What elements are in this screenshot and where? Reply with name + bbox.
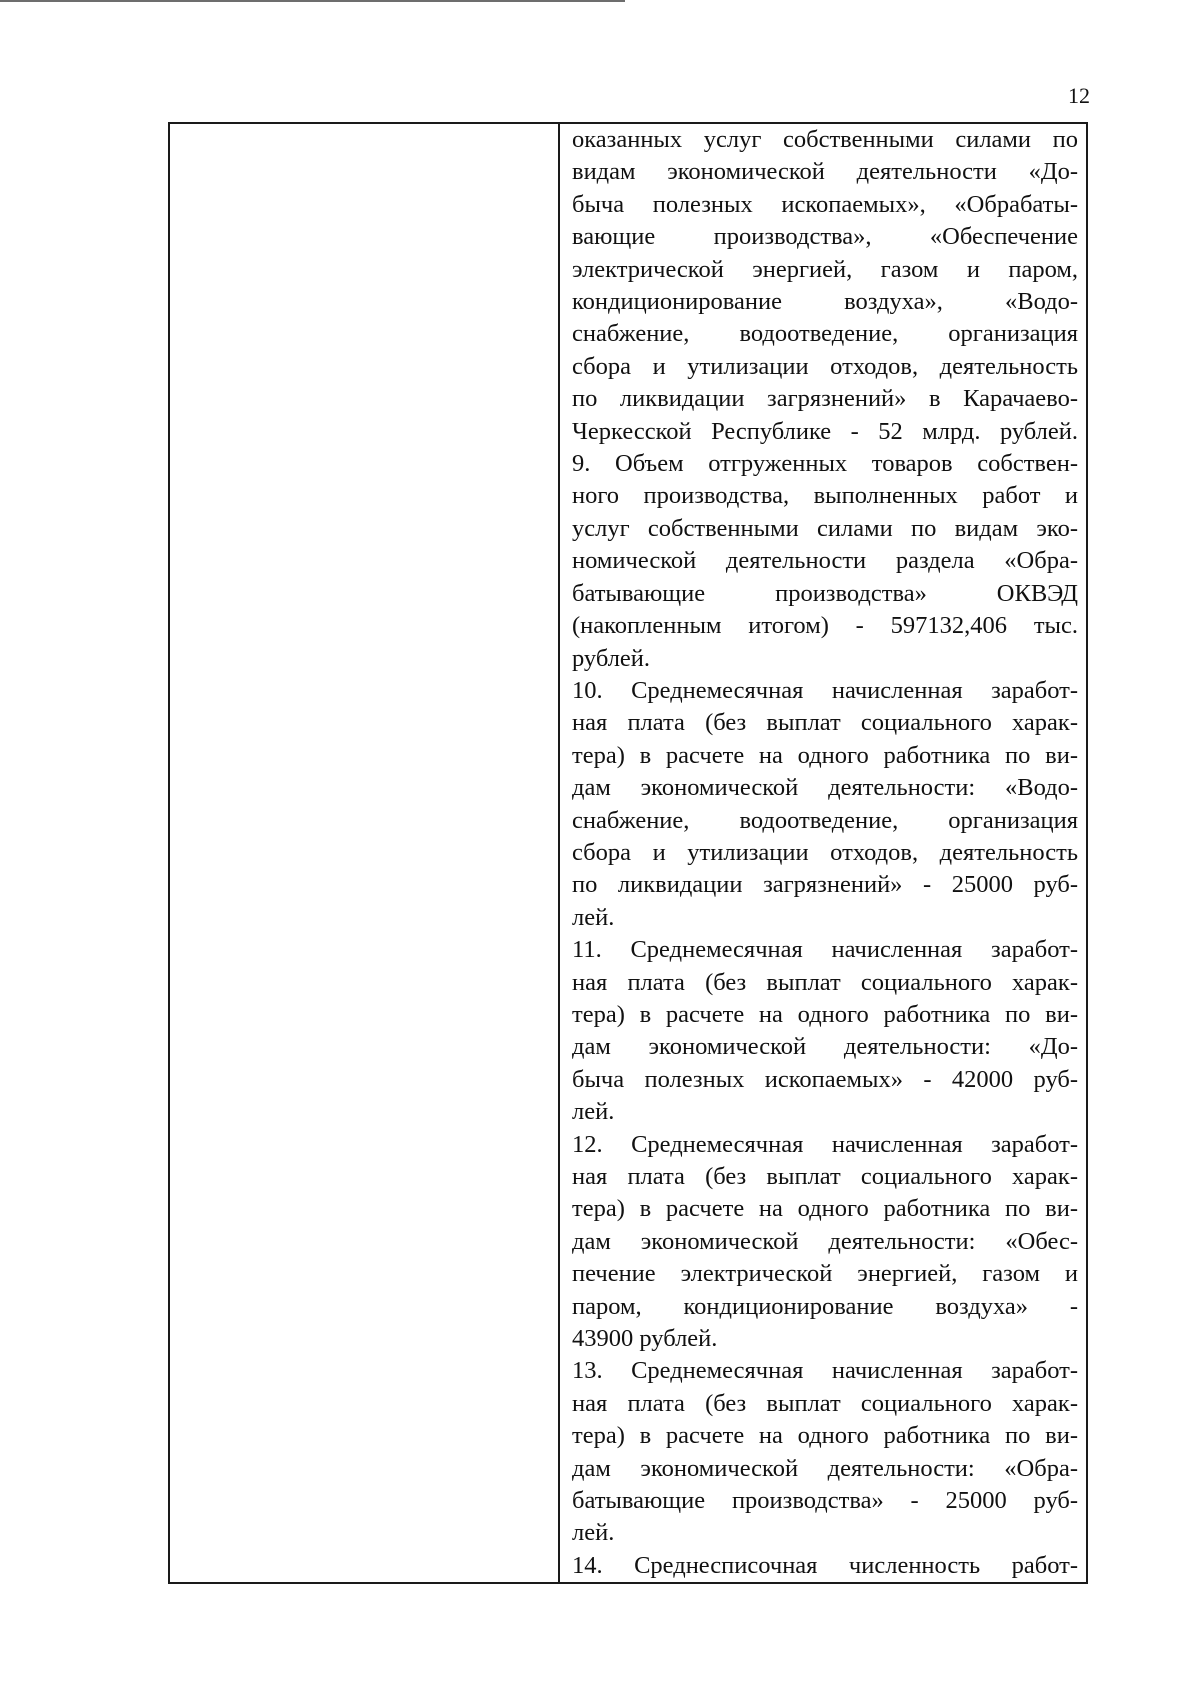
text-line: услуг собственными силами по видам эко-: [572, 514, 1078, 542]
text-line: по ликвидации загрязнений» - 25000 руб-: [572, 871, 1078, 899]
text-line: дам экономической деятельности: «Водо-: [572, 774, 1078, 802]
text-line: тера) в расчете на одного работника по ви-: [572, 1422, 1078, 1450]
text-line: сбора и утилизации отходов, деятельность: [572, 352, 1078, 380]
text-line: оказанных услуг собственными силами по: [572, 126, 1078, 153]
text-line: 9. Объем отгруженных товаров собствен-: [572, 450, 1078, 478]
text-line: батывающие производства» ОКВЭД: [572, 579, 1078, 607]
table-left-cell: [170, 124, 560, 1582]
text-line: кондиционирование воздуха», «Водо-: [572, 288, 1078, 316]
text-line: ная плата (без выплат социального харак-: [572, 1163, 1078, 1190]
page-number: 12: [1068, 83, 1090, 108]
text-line: 14. Среднесписочная численность работ-: [572, 1551, 1078, 1579]
indicators-table: [168, 122, 1088, 1584]
text-line: лей.: [572, 1098, 615, 1126]
text-line: тера) в расчете на одного работника по ви-: [572, 741, 1078, 769]
text-line: Черкесской Республике - 52 млрд. рублей.: [572, 417, 1078, 445]
text-line: снабжение, водоотведение, организация: [572, 320, 1078, 348]
text-line: вающие производства», «Обеспечение: [572, 223, 1078, 251]
text-line: ная плата (без выплат социального харак-: [572, 968, 1078, 996]
text-line: быча полезных ископаемых» - 42000 руб-: [572, 1065, 1078, 1093]
text-line: ная плата (без выплат социального харак-: [572, 1389, 1078, 1417]
text-line: дам экономической деятельности: «До-: [572, 1033, 1078, 1061]
text-line: рублей.: [572, 644, 651, 672]
text-line: быча полезных ископаемых», «Обрабаты-: [572, 190, 1078, 218]
text-line: 12. Среднемесячная начисленная заработ-: [572, 1130, 1078, 1158]
text-line: видам экономической деятельности «До-: [572, 158, 1078, 186]
scan-edge-line: [0, 0, 625, 2]
text-line: ного производства, выполненных работ и: [572, 482, 1078, 510]
text-line: 13. Среднемесячная начисленная заработ-: [572, 1357, 1078, 1385]
text-line: паром, кондиционирование воздуха» -: [572, 1292, 1078, 1320]
text-line: батывающие производства» - 25000 руб-: [572, 1487, 1078, 1515]
text-line: 43900 рублей.: [572, 1325, 718, 1353]
text-line: лей.: [572, 903, 615, 931]
table-right-cell: [560, 124, 1086, 1582]
text-line: лей.: [572, 1519, 615, 1547]
text-line: тера) в расчете на одного работника по ви-: [572, 1000, 1078, 1028]
text-line: ная плата (без выплат социального харак-: [572, 709, 1078, 737]
text-line: по ликвидации загрязнений» в Карачаево-: [572, 385, 1078, 413]
text-line: сбора и утилизации отходов, деятельность: [572, 838, 1078, 866]
text-line: электрической энергией, газом и паром,: [572, 255, 1078, 283]
text-line: номической деятельности раздела «Обра-: [572, 547, 1078, 575]
text-line: 10. Среднемесячная начисленная заработ-: [572, 676, 1078, 704]
text-line: (накопленным итогом) - 597132,406 тыс.: [572, 612, 1078, 640]
text-line: тера) в расчете на одного работника по ви-: [572, 1195, 1078, 1223]
text-line: снабжение, водоотведение, организация: [572, 806, 1078, 834]
text-line: 11. Среднемесячная начисленная заработ-: [572, 936, 1078, 964]
text-line: дам экономической деятельности: «Обра-: [572, 1454, 1078, 1482]
text-line: дам экономической деятельности: «Обес-: [572, 1227, 1078, 1255]
text-line: печение электрической энергией, газом и: [572, 1260, 1078, 1288]
